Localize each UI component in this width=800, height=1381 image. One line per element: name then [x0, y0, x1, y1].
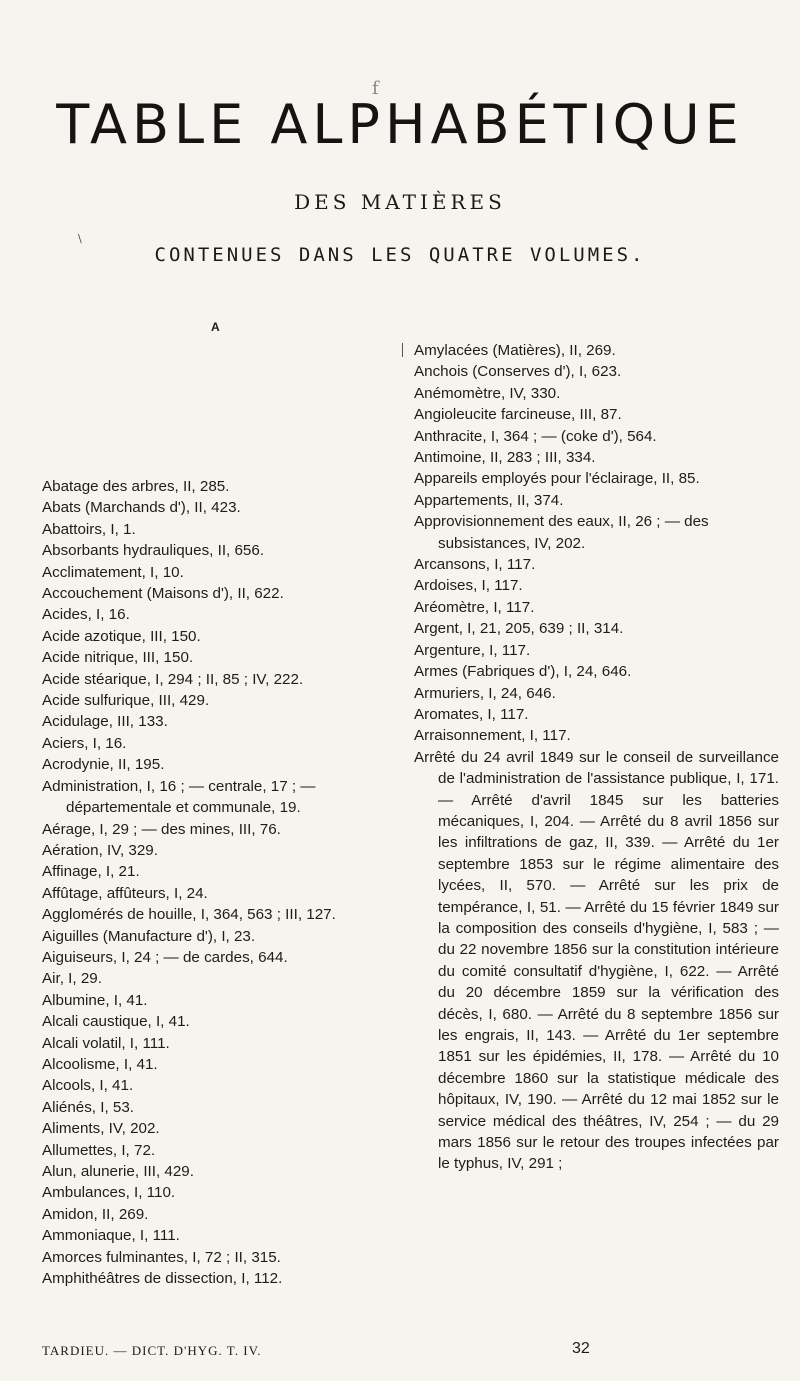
index-entry: Appartements, II, 374.: [414, 491, 564, 509]
index-entry: Air, I, 29.: [42, 970, 102, 988]
index-entry: Arcansons, I, 117.: [414, 556, 536, 574]
index-entry: Albumine, I, 41.: [42, 991, 148, 1009]
index-entry: Allumettes, I, 72.: [42, 1141, 156, 1159]
subtitle-volumes: CONTENUES DANS LES QUATRE VOLUMES.: [154, 244, 646, 266]
index-entry: Agglomérés de houille, I, 364, 563 ; III, 127.: [42, 906, 336, 924]
index-entry: Armes (Fabriques d'), I, 24, 646.: [414, 663, 632, 681]
index-entry: Alcali caustique, I, 41.: [42, 1013, 190, 1031]
index-entry: Aliments, IV, 202.: [42, 1120, 160, 1138]
index-entry: Abats (Marchands d'), II, 423.: [42, 499, 241, 517]
index-entry: Argent, I, 21, 205, 639 ; II, 314.: [414, 620, 624, 638]
index-entry: Anchois (Conserves d'), I, 623.: [414, 363, 622, 381]
index-entry: Affinage, I, 21.: [42, 863, 140, 881]
top-mark: f: [372, 78, 379, 99]
index-entry: Acclimatement, I, 10.: [42, 563, 184, 581]
index-entry: Ambulances, I, 110.: [42, 1184, 176, 1202]
subtitle-des-matieres: DES MATIÈRES: [294, 190, 506, 214]
index-entry: Anémomètre, IV, 330.: [414, 384, 561, 402]
column-divider-mark: [402, 343, 403, 357]
index-entry: Absorbants hydrauliques, II, 656.: [42, 542, 265, 560]
index-entry: Acide azotique, III, 150.: [42, 627, 201, 645]
index-entry: Approvisionnement des eaux, II, 26 ; — des subsistances, IV, 202.: [414, 513, 709, 552]
index-entry: Antimoine, II, 283 ; III, 334.: [414, 449, 596, 467]
index-entry: Aiguilles (Manufacture d'), I, 23.: [42, 927, 256, 945]
index-entry: Acidulage, III, 133.: [42, 713, 168, 731]
left-column: [42, 476, 387, 1289]
index-entry: Argenture, I, 117.: [414, 641, 531, 659]
index-entry: Accouchement (Maisons d'), II, 622.: [42, 585, 284, 603]
page-title: TABLE ALPHABÉTIQUE: [56, 93, 744, 156]
index-entry: Abatage des arbres, II, 285.: [42, 478, 230, 495]
index-entry: Aromates, I, 117.: [414, 705, 529, 723]
page-number: 32: [572, 1340, 590, 1357]
index-entry: Angioleucite farcineuse, III, 87.: [414, 406, 622, 424]
running-footer: TARDIEU. — DICT. D'HYG. T. IV.: [42, 1343, 262, 1358]
index-entry: Ardoises, I, 117.: [414, 577, 523, 595]
index-entry: Alun, alunerie, III, 429.: [42, 1163, 194, 1180]
index-entry: Appareils employés pour l'éclairage, II, 85.: [414, 470, 700, 488]
index-entry-arrete: Arrêté du 24 avril 1849 sur le conseil de surveillance de l'administration de l'assistance publique, I, 171. — Arrêté d'avril 1845 sur les batteries mécaniques, I, 204. — Arrêté du 8 avril 1856 sur les infiltrations de gaz, II, 339. — Arrêté du 1er septembre 1853 sur le régime alimentaire des lycées, II, 570. — Arrêté sur les prix de tempérance, I, 51. — Arrêté du 15 février 1849 sur la composition des conseils d'hygiène, I, 583 ; — du 22 novembre 1856 sur la constitution intérieure du comité consultatif d'hygiène, I, 622. — Arrêté du 20 décembre 1859 sur la vérification des décès, I, 680. — Arrêté du 8 septembre 1856 sur les engrais, II, 143. — Arrêté du 1er septembre 1851 sur les épidémies, II, 178. — Arrêté du 10 décembre 1860 sur la statistique médicale des hôpitaux, IV, 190. — Arrêté du 12 mai 1852 sur le service médical des théâtres, IV, 254 ; — du 29 mars 1856 sur le retour des troupes infectées par le typhus, IV, 291 ;: [414, 748, 779, 1173]
index-entry: Armuriers, I, 24, 646.: [414, 684, 556, 702]
index-entry: Affûtage, affûteurs, I, 24.: [42, 884, 208, 902]
index-entry: Arraisonnement, I, 117.: [414, 727, 571, 745]
index-entry: Aérage, I, 29 ; — des mines, III, 76.: [42, 820, 281, 838]
index-entry: Amylacées (Matières), II, 269.: [414, 342, 616, 359]
index-entry: Aliénés, I, 53.: [42, 1098, 135, 1116]
index-entry: Amphithéâtres de dissection, I, 112.: [42, 1270, 283, 1288]
index-entry: Alcali volatil, I, 111.: [42, 1034, 170, 1052]
index-entry: Acides, I, 16.: [42, 606, 130, 624]
index-entry: Administration, I, 16 ; — centrale, 17 ; — départementale et communale, 19.: [42, 777, 316, 817]
index-entry: Ammoniaque, I, 111.: [42, 1227, 180, 1245]
section-letter: A: [211, 320, 220, 334]
index-entry: Aréomètre, I, 117.: [414, 598, 535, 616]
index-entry: Acrodynie, II, 195.: [42, 756, 165, 774]
stray-mark: \: [78, 232, 82, 245]
index-entry: Anthracite, I, 364 ; — (coke d'), 564.: [414, 427, 657, 445]
index-entry: Amorces fulminantes, I, 72 ; II, 315.: [42, 1248, 281, 1266]
index-entry: Alcoolisme, I, 41.: [42, 1055, 158, 1073]
index-entry: Acide stéarique, I, 294 ; II, 85 ; IV, 222.: [42, 670, 304, 688]
index-entry: Aciers, I, 16.: [42, 734, 127, 752]
index-entry: Alcools, I, 41.: [42, 1077, 134, 1095]
index-entry: Acide nitrique, III, 150.: [42, 649, 194, 667]
index-entry: Aiguiseurs, I, 24 ; — de cardes, 644.: [42, 948, 288, 966]
index-entry: Acide sulfurique, III, 429.: [42, 692, 210, 710]
right-column: [414, 340, 779, 1175]
index-entry: Aération, IV, 329.: [42, 841, 158, 859]
index-entry: Abattoirs, I, 1.: [42, 520, 136, 538]
index-entry: Amidon, II, 269.: [42, 1205, 149, 1223]
